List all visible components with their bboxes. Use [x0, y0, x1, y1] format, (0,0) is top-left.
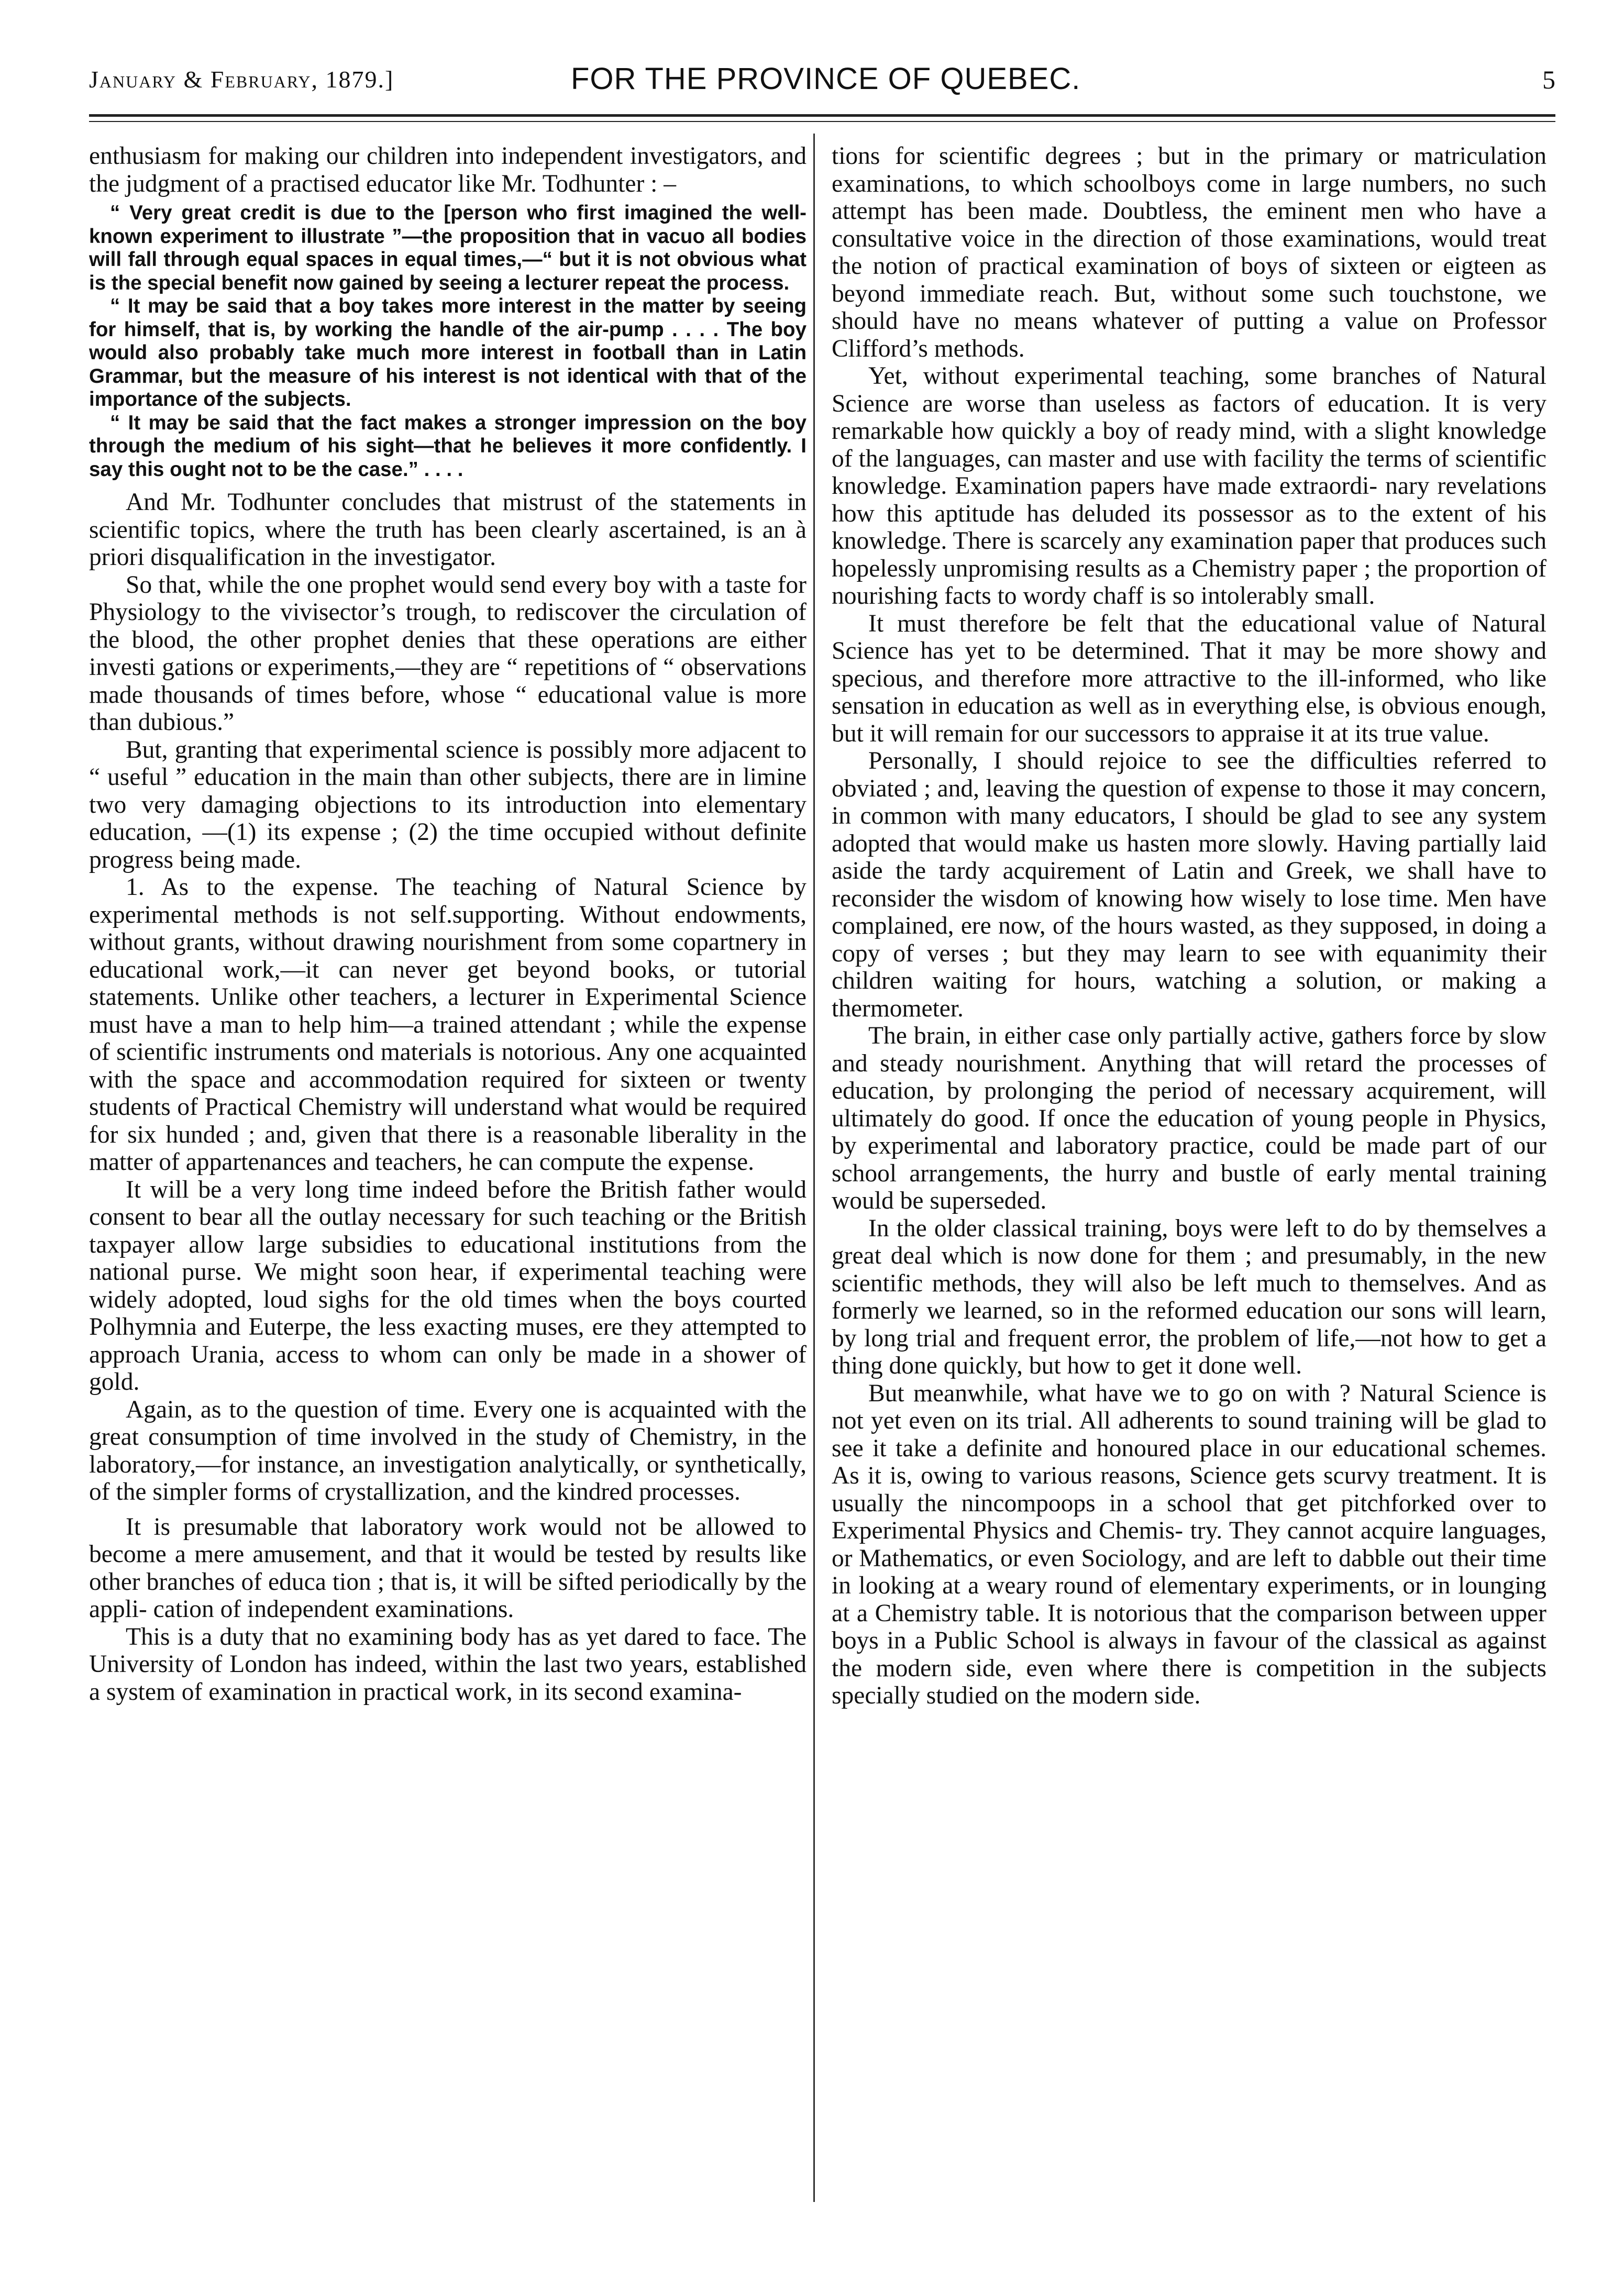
paragraph: But, granting that experimental science is possibly more adjacent to “ useful ” education in the main than other subjects, there are in limine two very damaging objections to its introduction into elementary education, —(1) its expense ; (2) the time occupied without definite progress being made.	[89, 736, 807, 873]
right-column	[832, 142, 1546, 1710]
paragraph: Personally, I should rejoice to see the difficulties referred to obviated ; and, leaving the question of expense to those it may concern, in common with many educators, I should be glad to see any system adopted that would make us hasten more slowly. Having partially laid aside the tardy acquirement of Latin and Greek, we shall have to reconsider the wisdom of knowing how wisely to lose time. Men have complained, ere now, of the hours wasted, as they supposed, in doing a copy of verses ; but they may learn to see with equanimity their children waiting for hours, watching a solution, or making a thermometer.	[832, 747, 1546, 1022]
paragraph: enthusiasm for making our children into independent investigators, and the judgment of a practised educator like Mr. Todhunter : –	[89, 142, 807, 197]
paragraph: Yet, without experimental teaching, some branches of Natural Science are worse than useless as factors of education. It is very remarkable how quickly a boy of ready mind, with a slight knowledge of the languages, can master and use with facility the terms of scientific knowledge. Examination papers have made extraordi- nary revelations how this aptitude has deluded its possessor as to the extent of his knowledge. There is scarcely any examination paper that produces such hopelessly unpromising results as a Chemistry paper ; the proportion of nourishing facts to wordy chaff is so intolerably small.	[832, 362, 1546, 610]
page-number: 5	[1542, 65, 1555, 94]
header-title: FOR THE PROVINCE OF QUEBEC.	[571, 62, 1081, 96]
block-quote	[89, 202, 807, 481]
quote-paragraph: “ Very great credit is due to the [person who first imagined the well-known experiment to illustrate ”—the proposition that in vacuo all bodies will fall through equal spaces in equal times,—“ but it is not obvious what is the special benefit now gained by seeing a lecturer repeat the process.	[89, 202, 807, 294]
paragraph: 1. As to the expense. The teaching of Natural Science by experimental methods is not self.supporting. Without endowments, without grants, without drawing nourishment from some copartnery in educational work,—it can never get beyond books, or tutorial statements. Unlike other teachers, a lecturer in Experimental Science must have a man to help him—a trained attendant ; while the expense of scientific instruments ond materials is notorious. Any one acquainted with the space and accommodation required for sixteen or twenty students of Practical Chemistry will understand what would be required for six hunded ; and, given that there is a reasonable liberality in the matter of appartenances and teachers, he can compute the expense.	[89, 873, 807, 1176]
quote-paragraph: “ It may be said that a boy takes more interest in the matter by seeing for himself, that is, by working the handle of the air-pump . . . . The boy would also probably take much more interest in football than in Latin Grammar, but the measure of his interest is not identical with that of the importance of the subjects.	[89, 295, 807, 411]
paragraph: It is presumable that laboratory work would not be allowed to become a mere amusement, and that it would be tested by results like other branches of educa tion ; that is, it will be sifted periodically by the appli- cation of independent examinations.	[89, 1513, 807, 1623]
paragraph: tions for scientific degrees ; but in the primary or matriculation examinations, to which schoolboys come in large numbers, no such attempt has been made. Doubtless, the eminent men who have a consultative voice in the direction of those examinations, would treat the notion of practical examination of boys of sixteen or eigteen as beyond immediate reach. But, without some such touchstone, we should have no means whatever of putting a value on Professor Clifford’s methods.	[832, 142, 1546, 362]
paragraph: It will be a very long time indeed before the British father would consent to bear all the outlay necessary for such teaching or the British taxpayer allow large subsidies to educational institutions from the national purse. We might soon hear, if experimental teaching were widely adopted, loud sighs for the old times when the boys courted Polhymnia and Euterpe, the less exacting muses, ere they attempted to approach Urania, access to whom can only be made in a shower of gold.	[89, 1176, 807, 1396]
left-column	[89, 142, 807, 1706]
paragraph: And Mr. Todhunter concludes that mistrust of the statements in scientific topics, where the truth has been clearly ascertained, is an à priori disqualification in the investigator.	[89, 489, 807, 571]
paragraph: This is a duty that no examining body has as yet dared to face. The University of London has indeed, within the last two years, established a system of examination in practical work, in its second examina-	[89, 1623, 807, 1706]
paragraph: So that, while the one prophet would send every boy with a taste for Physiology to the vivisector’s trough, to rediscover the circulation of the blood, the other prophet denies that these operations are either investi gations or experiments,—they are “ repetitions of “ observations made thousands of times before, whose “ educational value is more than dubious.”	[89, 571, 807, 736]
header-date: January & February, 1879.]	[89, 66, 394, 93]
paragraph: But meanwhile, what have we to go on with ? Natural Science is not yet even on its trial. All adherents to sound training will be glad to see it take a definite and honoured place in our educational schemes. As it is, owing to various reasons, Science gets scurvy treatment. It is usually the nincompoops in a school that get pitchforked over to Experimental Physics and Chemis- try. They cannot acquire languages, or Mathematics, or even Sociology, and are left to dabble out their time in looking at a weary round of elementary experiments, or in lounging at a Chemistry table. It is notorious that the comparison between upper boys in a Public School is always in favour of the classical as against the modern side, even where there is competition in the subjects specially studied on the modern side.	[832, 1379, 1546, 1709]
quote-paragraph: “ It may be said that the fact makes a stronger impression on the boy through the medium of his sight—that he believes it more confidently. I say this ought not to be the case.” . . . .	[89, 411, 807, 481]
paragraph: Again, as to the question of time. Every one is acquainted with the great consumption of time involved in the study of Chemistry, in the laboratory,—for instance, an investigation analytically, or synthetically, of the simpler forms of crystallization, and the kindred processes.	[89, 1396, 807, 1506]
paragraph: The brain, in either case only partially active, gathers force by slow and steady nourishment. Anything that will retard the processes of education, by prolonging the period of necessary acquirement, will ultimately do good. If once the education of young people in Physics, by experimental and laboratory practice, could be made part of our school arrangements, the hurry and bustle of early mental training would be superseded.	[832, 1022, 1546, 1214]
header-rule-thin	[89, 121, 1555, 122]
page-header	[89, 50, 1555, 102]
paragraph: It must therefore be felt that the educational value of Natural Science has yet to be determined. That it may be more showy and specious, and therefore more attractive to the ill-informed, who like sensation in education as well as in everything else, is obvious enough, but it will remain for our successors to appraise it at its true value.	[832, 610, 1546, 747]
header-rule-thick	[89, 114, 1555, 117]
paragraph: In the older classical training, boys were left to do by themselves a great deal which is now done for them ; and presumably, in the new scientific methods, they will also be left much to themselves. And as formerly we learned, so in the reformed education our sons will learn, by long trial and frequent error, the problem of life,—not how to get a thing done quickly, but how to get it done well.	[832, 1214, 1546, 1379]
column-divider	[813, 134, 815, 2202]
